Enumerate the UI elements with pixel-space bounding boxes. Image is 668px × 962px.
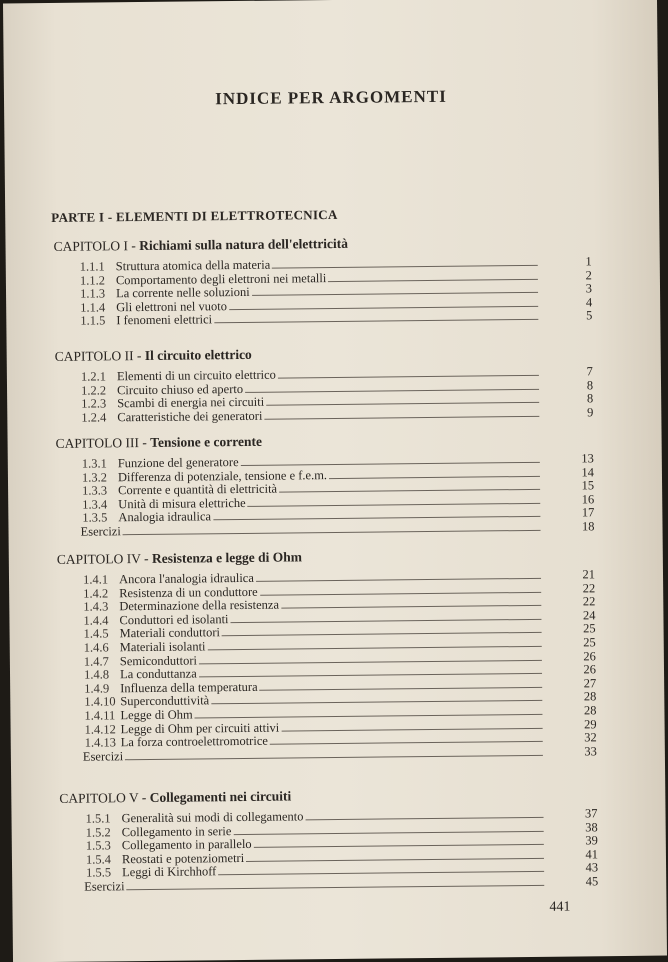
entry-title: Ancora l'analogia idraulica xyxy=(118,570,254,587)
entry-title: Legge di Ohm per circuiti attivi xyxy=(120,720,280,736)
entry-number: 1.4.10 xyxy=(84,694,116,709)
entry-number: 1.5.4 xyxy=(85,852,112,867)
chapter-name: Il circuito elettrico xyxy=(144,346,252,363)
leader-line xyxy=(199,673,542,678)
entry-title: Conduttori ed isolanti xyxy=(119,611,229,628)
chapter-1 xyxy=(53,233,594,329)
toc-entry xyxy=(54,310,594,329)
entry-title: Circuito chiuso ed aperto xyxy=(116,381,244,397)
leader-line xyxy=(195,714,543,719)
entry-title: Leggi di Kirchhoff xyxy=(122,864,217,880)
chapter-label: CAPITOLO II - xyxy=(54,347,145,364)
entry-page: 5 xyxy=(585,308,593,323)
page-number: 441 xyxy=(549,899,571,915)
page-title: INDICE PER ARGOMENTI xyxy=(215,86,447,109)
entry-title: Resistenza di un conduttore xyxy=(119,584,258,600)
leader-line xyxy=(254,844,544,848)
entry-title: Esercizi xyxy=(80,524,121,539)
entry-page: 14 xyxy=(581,464,595,480)
entry-title: La conduttanza xyxy=(119,666,197,682)
entry-title: Collegamento in parallelo xyxy=(121,837,252,853)
entry-title: Corrente e quantità di elettricità xyxy=(118,481,278,498)
leader-line xyxy=(248,503,541,507)
leader-line xyxy=(328,278,538,281)
entry-title: Influenza della temperatura xyxy=(120,679,258,696)
leader-line xyxy=(208,646,542,651)
entry-page: 7 xyxy=(586,364,593,379)
chapter-name: Tensione e corrente xyxy=(150,433,263,450)
entry-page: 43 xyxy=(585,860,599,875)
entry-title: Analogia idraulica xyxy=(118,509,212,525)
entry-title: Generalità sui modi di collegamento xyxy=(121,809,304,826)
entry-number: 1.5.5 xyxy=(86,865,112,881)
chapter-label: CAPITOLO V - xyxy=(59,789,150,806)
entry-page: 25 xyxy=(583,621,596,636)
entry-number: 1.4.6 xyxy=(83,640,109,655)
entry-page: 21 xyxy=(582,567,596,582)
entry-title: I fenomeni elettrici xyxy=(116,312,213,328)
entry-number: 1.5.3 xyxy=(85,838,111,853)
chapter-title xyxy=(55,343,595,365)
entry-title: Determinazione della resistenza xyxy=(119,597,280,614)
chapter-title xyxy=(59,785,599,807)
entry-title: La forza controelettromotrice xyxy=(120,733,268,750)
entry-title: Comportamento degli elettroni nei metalli xyxy=(115,270,327,287)
leader-line xyxy=(264,416,539,420)
entry-number: 1.1.4 xyxy=(80,300,106,315)
chapter-5 xyxy=(59,785,600,894)
entry-page: 8 xyxy=(586,391,594,406)
entry-title: Gli elettroni nel vuoto xyxy=(116,298,227,315)
entry-number: 1.4.8 xyxy=(83,667,110,682)
entry-page: 26 xyxy=(583,648,596,663)
entry-number: 1.4.3 xyxy=(83,599,109,614)
leader-line xyxy=(279,489,540,493)
leader-line xyxy=(260,687,543,691)
chapter-title xyxy=(56,430,596,452)
entry-page: 45 xyxy=(585,874,599,889)
entry-title: Unità di misura elettriche xyxy=(118,495,246,512)
book-page xyxy=(3,0,667,962)
entry-number: 1.5.1 xyxy=(85,811,111,826)
chapter-name: Richiami sulla natura dell'elettricità xyxy=(139,235,349,254)
chapter-label: CAPITOLO III - xyxy=(55,434,151,451)
chapter-name: Collegamenti nei circuiti xyxy=(149,788,292,805)
leader-line xyxy=(222,632,542,636)
entry-page: 17 xyxy=(581,505,595,520)
entry-page: 2 xyxy=(585,267,592,282)
leader-line xyxy=(329,475,540,478)
entry-page: 1 xyxy=(585,254,592,269)
entry-number: 1.2.4 xyxy=(81,410,107,425)
leader-line xyxy=(272,265,538,269)
entry-number: 1.1.1 xyxy=(79,259,105,274)
entry-number: 1.3.3 xyxy=(82,483,108,498)
leader-line xyxy=(229,306,538,310)
entry-title: Esercizi xyxy=(84,879,125,894)
leader-line xyxy=(245,388,539,392)
entry-page: 38 xyxy=(585,819,598,834)
entry-page: 28 xyxy=(583,689,597,704)
entry-number: 1.3.5 xyxy=(82,510,108,526)
entry-page: 26 xyxy=(583,662,597,677)
entry-page: 9 xyxy=(586,405,594,420)
entry-page: 27 xyxy=(583,676,597,691)
entry-page: 41 xyxy=(585,847,599,862)
entry-page: 18 xyxy=(581,519,595,534)
leader-line xyxy=(125,755,543,760)
leader-line xyxy=(305,817,543,820)
entry-number: 1.3.2 xyxy=(81,469,108,485)
entry-title: Struttura atomica della materia xyxy=(115,257,271,274)
entry-title: Funzione del generatore xyxy=(117,455,239,471)
entry-page: 33 xyxy=(584,743,597,759)
entry-number: 1.4.12 xyxy=(84,721,116,737)
leader-line xyxy=(260,591,541,595)
entry-title: Semiconduttori xyxy=(119,653,198,668)
entry-page: 39 xyxy=(585,833,598,848)
entry-number: 1.3.4 xyxy=(82,497,108,512)
chapter-4 xyxy=(57,546,599,764)
entry-title: Collegamento in serie xyxy=(121,823,232,839)
entry-title: Esercizi xyxy=(82,748,124,764)
entry-title: La corrente nelle soluzioni xyxy=(115,285,250,301)
entry-number: 1.4.2 xyxy=(83,585,109,601)
entry-number: 1.2.2 xyxy=(80,382,107,398)
leader-line xyxy=(214,319,538,323)
entry-page: 29 xyxy=(584,716,597,731)
leader-line xyxy=(213,516,540,520)
entry-page: 22 xyxy=(582,580,596,596)
entry-number: 1.2.3 xyxy=(81,396,107,411)
chapter-title xyxy=(57,546,597,568)
entry-number: 1.1.3 xyxy=(79,286,106,301)
entry-page: 22 xyxy=(582,594,596,609)
entry-title: Materiali isolanti xyxy=(119,639,206,655)
entry-page: 32 xyxy=(584,730,597,745)
leader-line xyxy=(270,741,543,745)
entry-number: 1.4.5 xyxy=(83,626,109,642)
leader-line xyxy=(211,700,542,704)
entry-number: 1.4.11 xyxy=(84,708,116,723)
entry-page: 25 xyxy=(583,635,596,650)
leader-line xyxy=(123,530,541,535)
entry-page: 13 xyxy=(581,451,594,466)
leader-line xyxy=(199,659,542,664)
leader-line xyxy=(233,830,543,834)
entry-title: Legge di Ohm xyxy=(120,707,193,723)
entry-page: 3 xyxy=(585,281,593,296)
entry-page: 28 xyxy=(583,703,597,718)
leader-line xyxy=(218,871,544,875)
entry-page: 8 xyxy=(586,377,594,392)
chapter-label: CAPITOLO I - xyxy=(53,238,140,254)
entry-number: 1.3.1 xyxy=(81,456,107,471)
leader-line xyxy=(278,375,539,379)
entry-number: 1.4.7 xyxy=(83,653,109,669)
entry-number: 1.4.9 xyxy=(84,681,110,696)
entry-page: 4 xyxy=(585,295,593,310)
entry-number: 1.1.2 xyxy=(79,272,105,288)
entry-title: Differenza di potenziale, tensione e f.e.m. xyxy=(117,467,328,484)
leader-line xyxy=(241,462,540,466)
part-heading: PARTE I - ELEMENTI DI ELETTROTECNICA xyxy=(51,206,338,225)
entry-title: Materiali conduttori xyxy=(119,625,220,641)
leader-line xyxy=(252,292,538,296)
entry-title: Reostati e potenziometri xyxy=(121,850,245,867)
chapter-title xyxy=(53,233,593,255)
entry-number: 1.1.5 xyxy=(80,313,106,329)
entry-title: Superconduttività xyxy=(120,693,210,709)
leader-line xyxy=(256,578,541,582)
entry-title: Scambi di energia nei circuiti xyxy=(117,394,265,411)
leader-line xyxy=(266,402,539,406)
chapter-3 xyxy=(56,430,597,539)
leader-line xyxy=(231,619,542,623)
leader-line xyxy=(281,727,542,731)
entry-number: 1.4.13 xyxy=(84,735,117,750)
entry-number: 1.5.2 xyxy=(85,824,111,840)
entry-number: 1.4.1 xyxy=(82,572,109,587)
leader-line xyxy=(246,858,544,862)
entry-number: 1.4.4 xyxy=(83,613,109,628)
leader-line xyxy=(127,885,545,890)
chapter-label: CAPITOLO IV - xyxy=(56,550,153,567)
entry-page: 16 xyxy=(581,492,595,507)
entry-title: Elementi di un circuito elettrico xyxy=(116,367,276,384)
entry-title: Caratteristiche dei generatori xyxy=(117,408,263,425)
leader-line xyxy=(281,605,541,609)
entry-page: 24 xyxy=(582,608,596,623)
entry-page: 37 xyxy=(584,806,598,821)
entry-page: 15 xyxy=(581,478,595,493)
chapter-2 xyxy=(55,343,596,425)
entry-number: 1.2.1 xyxy=(80,369,106,384)
chapter-name: Resistenza e legge di Ohm xyxy=(151,549,303,566)
